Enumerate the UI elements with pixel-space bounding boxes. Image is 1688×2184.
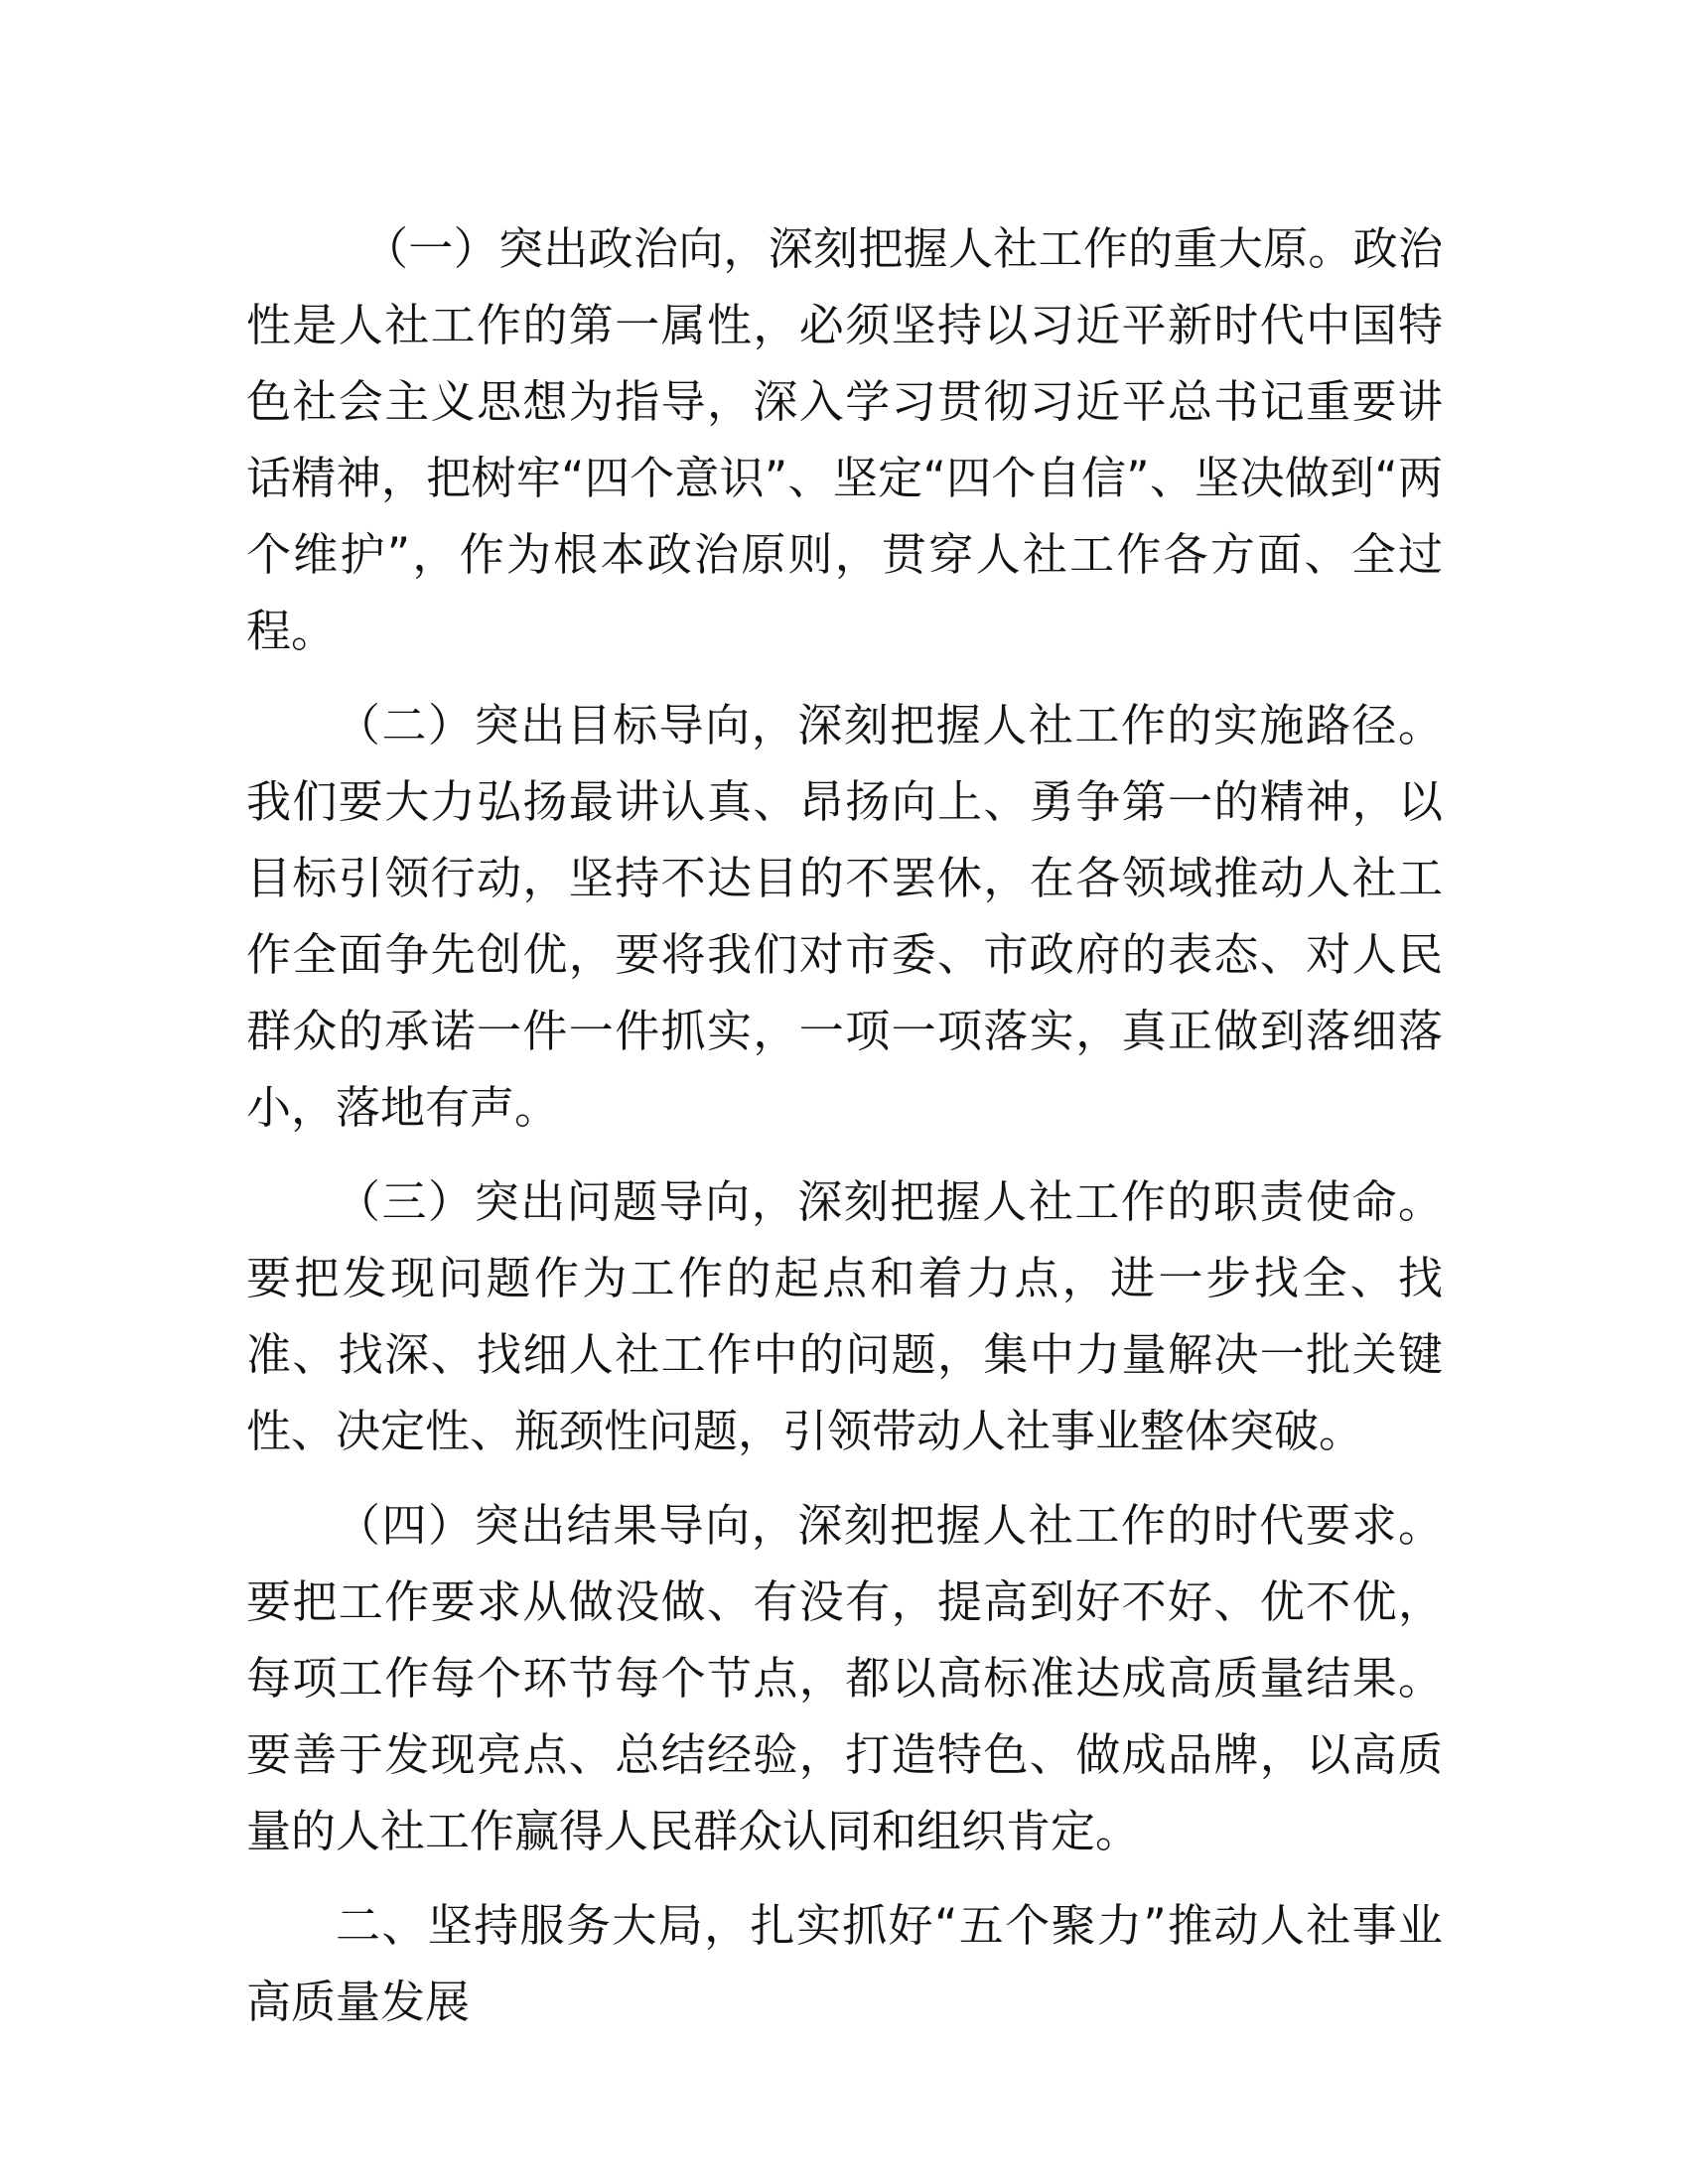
paragraph-goal-orientation: （二）突出目标导向，深刻把握人社工作的实施路径。我们要大力弘扬最讲认真、昂扬向上、勇争第一的精神，以目标引领行动，坚持不达目的不罢休，在各领域推动人社工作全面争先创优，要将我们对市委、市政府的表态、对人民群众的承诺一件一件抓实，一项一项落实，真正做到落细落小，落地有声。 xyxy=(246,699,1443,1134)
section-heading-serve-overall: 二、坚持服务大局，扎实抓好“五个聚力”推动人社事业高质量发展 xyxy=(246,1899,1443,2028)
paragraph-result-orientation: （四）突出结果导向，深刻把握人社工作的时代要求。要把工作要求从做没做、有没有，提高到好不好、优不优，每项工作每个环节每个节点，都以高标准达成高质量结果。要善于发现亮点、总结经验，打造特色、做成品牌，以高质量的人社工作赢得人民群众认同和组织肯定。 xyxy=(246,1499,1443,1857)
paragraph-problem-orientation: （三）突出问题导向，深刻把握人社工作的职责使命。要把发现问题作为工作的起点和着力点，进一步找全、找准、找深、找细人社工作中的问题，集中力量解决一批关键性、决定性、瓶颈性问题，引领带动人社事业整体突破。 xyxy=(246,1175,1443,1457)
paragraph-political-orientation: （一）突出政治向，深刻把握人社工作的重大原。政治性是人社工作的第一属性，必须坚持以习近平新时代中国特色社会主义思想为指导，深入学习贯彻习近平总书记重要讲话精神，把树牢“四个意识”、坚定“四个自信”、坚决做到“两个维护”，作为根本政治原则，贯穿人社工作各方面、全过程。 xyxy=(246,222,1443,657)
document-body xyxy=(246,210,1443,2040)
